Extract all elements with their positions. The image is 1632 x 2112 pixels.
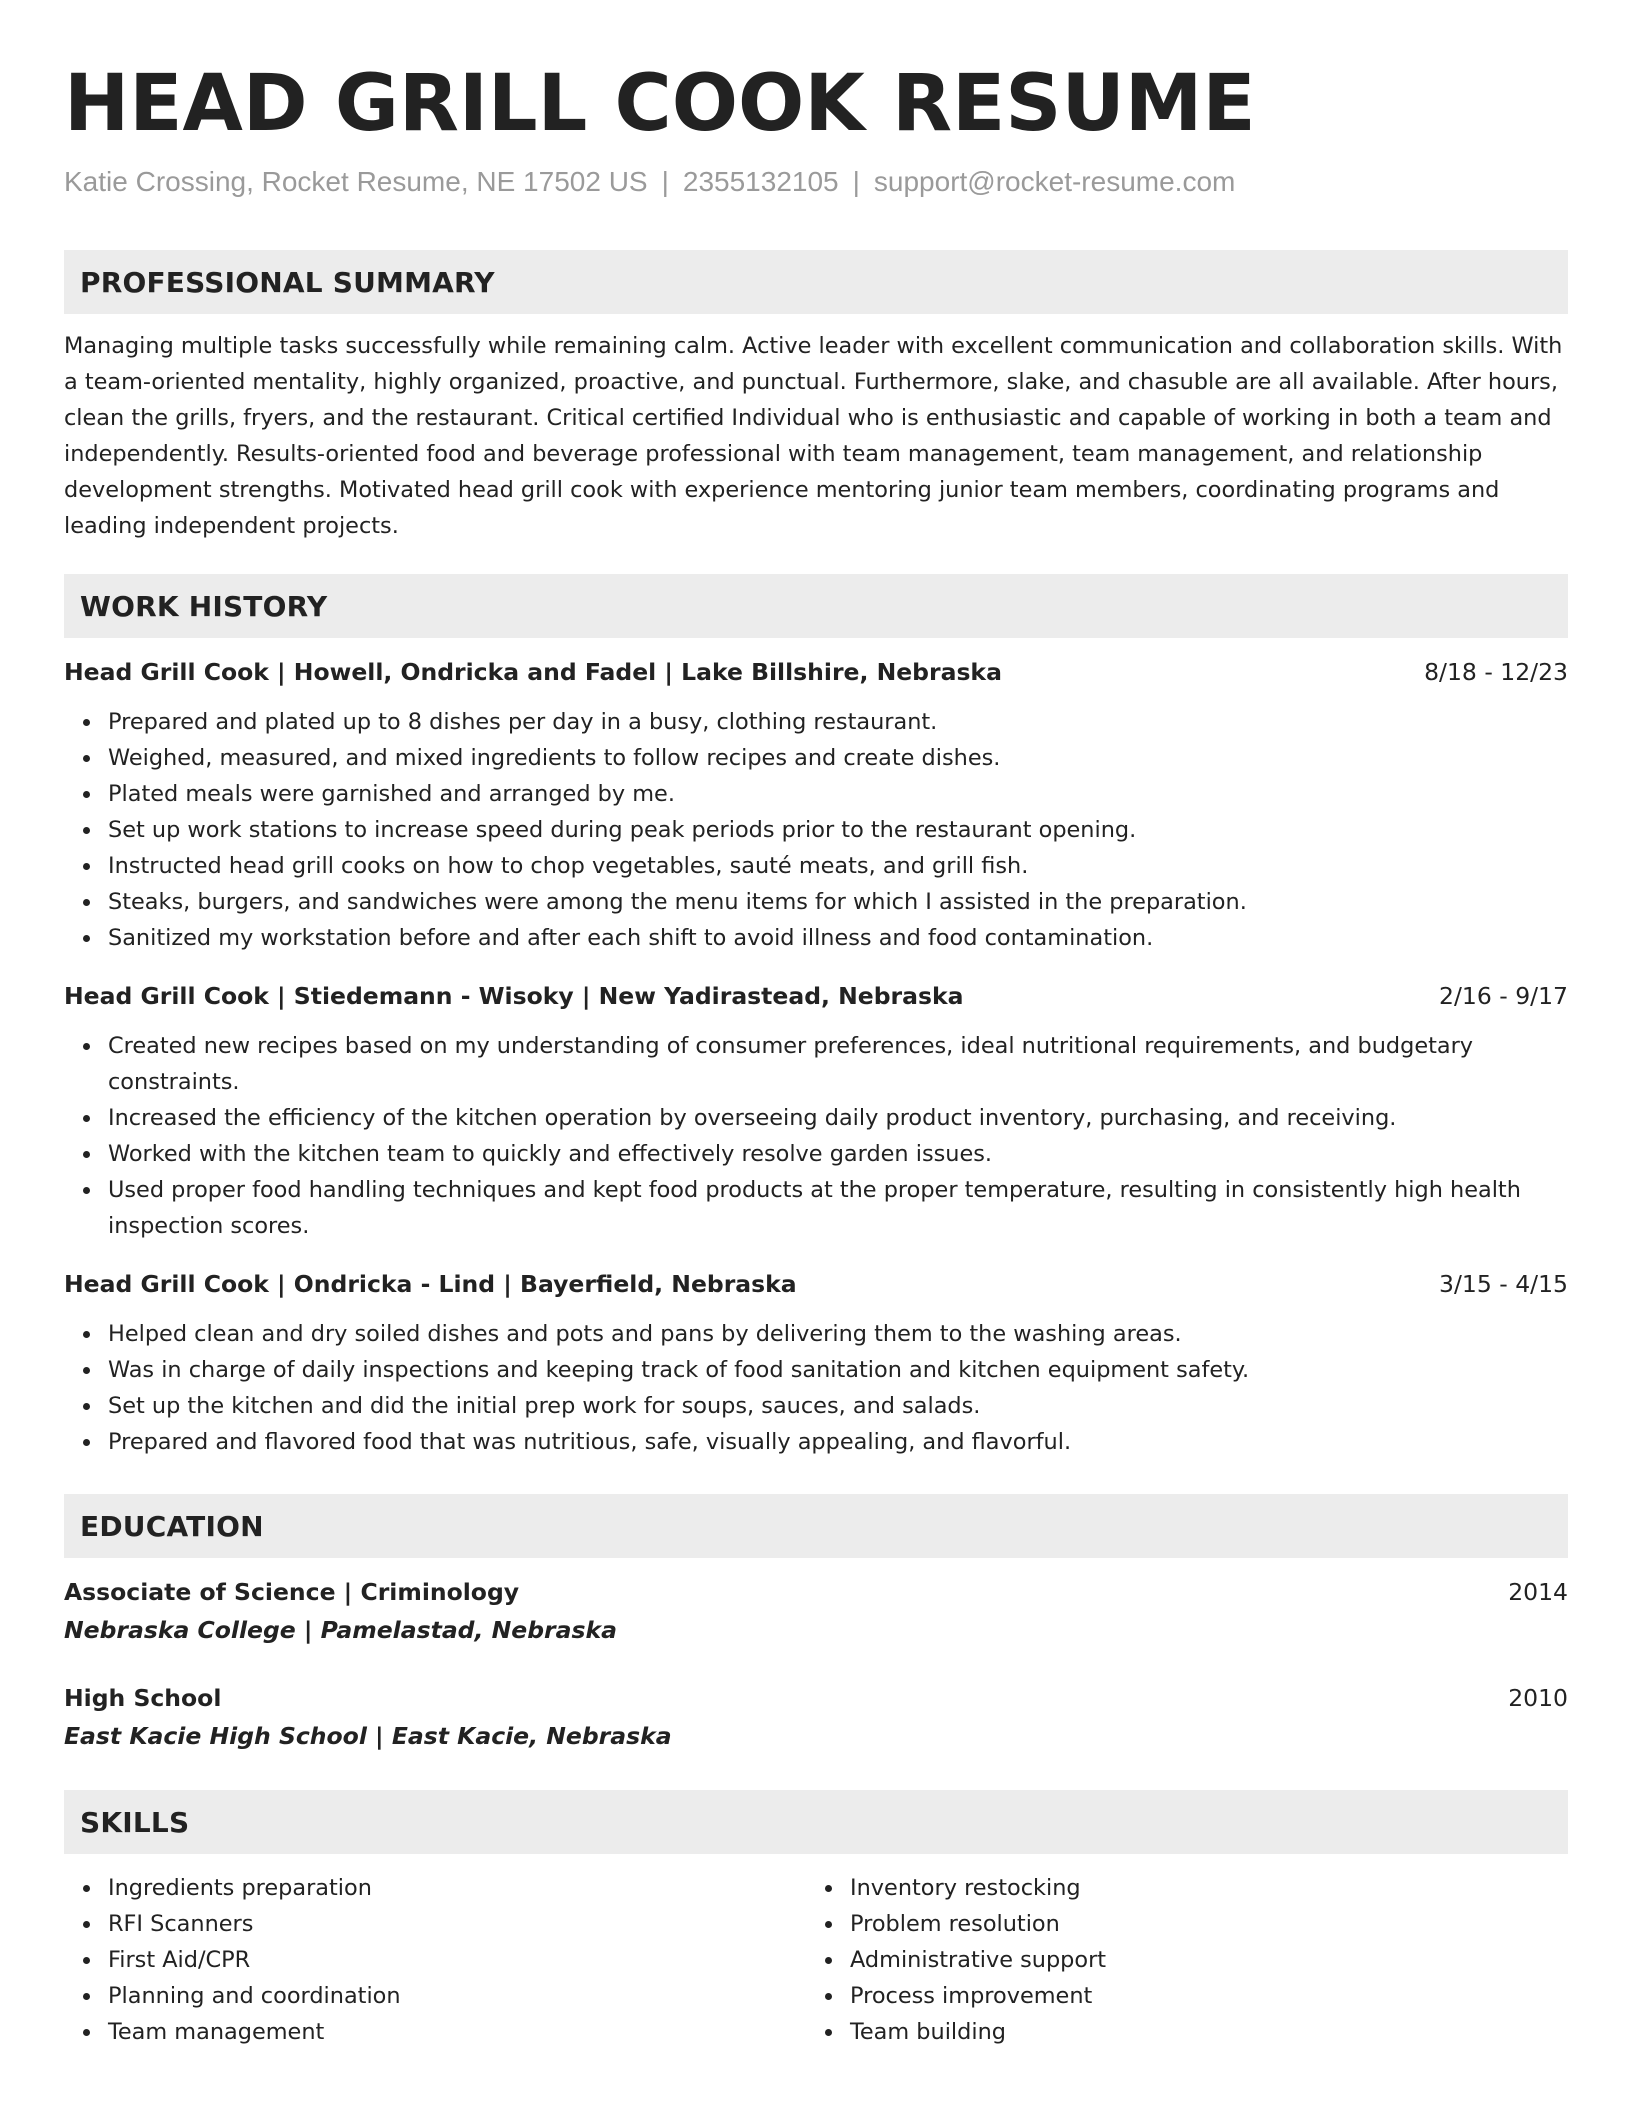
skills-bullets [806,1870,1548,2050]
skill-item: RFI Scanners [108,1906,806,1942]
job-bullet: Helped clean and dry soiled dishes and pots and pans by delivering them to the washing areas. [108,1316,1568,1352]
job-bullet: Was in charge of daily inspections and keeping track of food sanitation and kitchen equipment safety. [108,1352,1568,1388]
skills-list [64,1870,1568,2050]
skill-item: Team building [850,2014,1548,2050]
work-history-heading: WORK HISTORY [64,574,1568,638]
skill-item: First Aid/CPR [108,1942,806,1978]
skill-item: Process improvement [850,1978,1548,2014]
job-bullet: Worked with the kitchen team to quickly and effectively resolve garden issues. [108,1136,1568,1172]
education-year: 2010 [1508,1684,1568,1712]
skill-item: Inventory restocking [850,1870,1548,1906]
job-bullets [64,704,1568,956]
skills-column-left [64,1870,806,2050]
job-entry [64,654,1568,956]
education-heading: EDUCATION [64,1494,1568,1558]
job-entry [64,1266,1568,1460]
skill-item: Team management [108,2014,806,2050]
job-dates: 3/15 - 4/15 [1439,1270,1568,1298]
contact-phone: 2355132105 [682,166,839,197]
contact-email: support@rocket-resume.com [873,166,1236,197]
skills-column-right [806,1870,1548,2050]
education-degree: High School [64,1684,222,1712]
job-header [64,654,1568,690]
job-bullet: Used proper food handling techniques and kept food products at the proper temperature, resulting in consistently high health inspection scores. [108,1172,1568,1244]
education-header [64,1574,1568,1610]
job-bullet: Sanitized my workstation before and after each shift to avoid illness and food contamination. [108,920,1568,956]
job-bullet: Prepared and flavored food that was nutritious, safe, visually appealing, and flavorful. [108,1424,1568,1460]
education-header [64,1680,1568,1716]
summary-heading: PROFESSIONAL SUMMARY [64,250,1568,314]
skills-heading: SKILLS [64,1790,1568,1854]
job-entry [64,978,1568,1244]
job-title: Head Grill Cook | Stiedemann - Wisoky | New Yadirastead, Nebraska [64,982,964,1010]
job-bullet: Weighed, measured, and mixed ingredients to follow recipes and create dishes. [108,740,1568,776]
skill-item: Problem resolution [850,1906,1548,1942]
education-year: 2014 [1508,1578,1568,1606]
contact-separator: | [661,166,669,197]
job-bullet: Set up the kitchen and did the initial prep work for soups, sauces, and salads. [108,1388,1568,1424]
job-bullet: Increased the efficiency of the kitchen operation by overseeing daily product inventory, purchasing, and receiving. [108,1100,1568,1136]
education-school: East Kacie High School | East Kacie, Nebraska [64,1722,672,1750]
education-entry [64,1680,1568,1756]
job-bullet: Steaks, burgers, and sandwiches were among the menu items for which I assisted in the preparation. [108,884,1568,920]
job-bullet: Set up work stations to increase speed during peak periods prior to the restaurant opening. [108,812,1568,848]
education-degree: Associate of Science | Criminology [64,1578,520,1606]
contact-line [64,162,1568,202]
job-dates: 2/16 - 9/17 [1439,982,1568,1010]
job-title: Head Grill Cook | Ondricka - Lind | Bayerfield, Nebraska [64,1270,797,1298]
job-title: Head Grill Cook | Howell, Ondricka and Fadel | Lake Billshire, Nebraska [64,658,1002,686]
skills-bullets [64,1870,806,2050]
summary-text: Managing multiple tasks successfully while remaining calm. Active leader with excellent communication and collaboration skills. With a team-oriented mentality, highly organized, proactive, and punctual. Furthermore, slake, and chasuble are all available. After hours, clean the grills, fryers, and the restaurant. Critical certified Individual who is enthusiastic and capable of working in both a team and independently. Results-oriented food and beverage professional with team management, team management, and relationship development strengths. Motivated head grill cook with experience mentoring junior team members, coordinating programs and leading independent projects. [64,333,1563,539]
contact-address: Katie Crossing, Rocket Resume, NE 17502 US [64,166,648,197]
job-bullet: Plated meals were garnished and arranged by me. [108,776,1568,812]
resume-title: HEAD GRILL COOK RESUME [64,59,1256,149]
job-header [64,1266,1568,1302]
job-bullets [64,1028,1568,1244]
job-bullets [64,1316,1568,1460]
education-entry [64,1574,1568,1650]
contact-separator: | [852,166,860,197]
education-school: Nebraska College | Pamelastad, Nebraska [64,1616,617,1644]
skill-item: Administrative support [850,1942,1548,1978]
job-bullet: Prepared and plated up to 8 dishes per day in a busy, clothing restaurant. [108,704,1568,740]
job-bullet: Instructed head grill cooks on how to chop vegetables, sauté meats, and grill fish. [108,848,1568,884]
skill-item: Planning and coordination [108,1978,806,2014]
job-bullet: Created new recipes based on my understanding of consumer preferences, ideal nutritional requirements, and budgetary constraints. [108,1028,1568,1100]
skill-item: Ingredients preparation [108,1870,806,1906]
job-header [64,978,1568,1014]
job-dates: 8/18 - 12/23 [1424,658,1568,686]
